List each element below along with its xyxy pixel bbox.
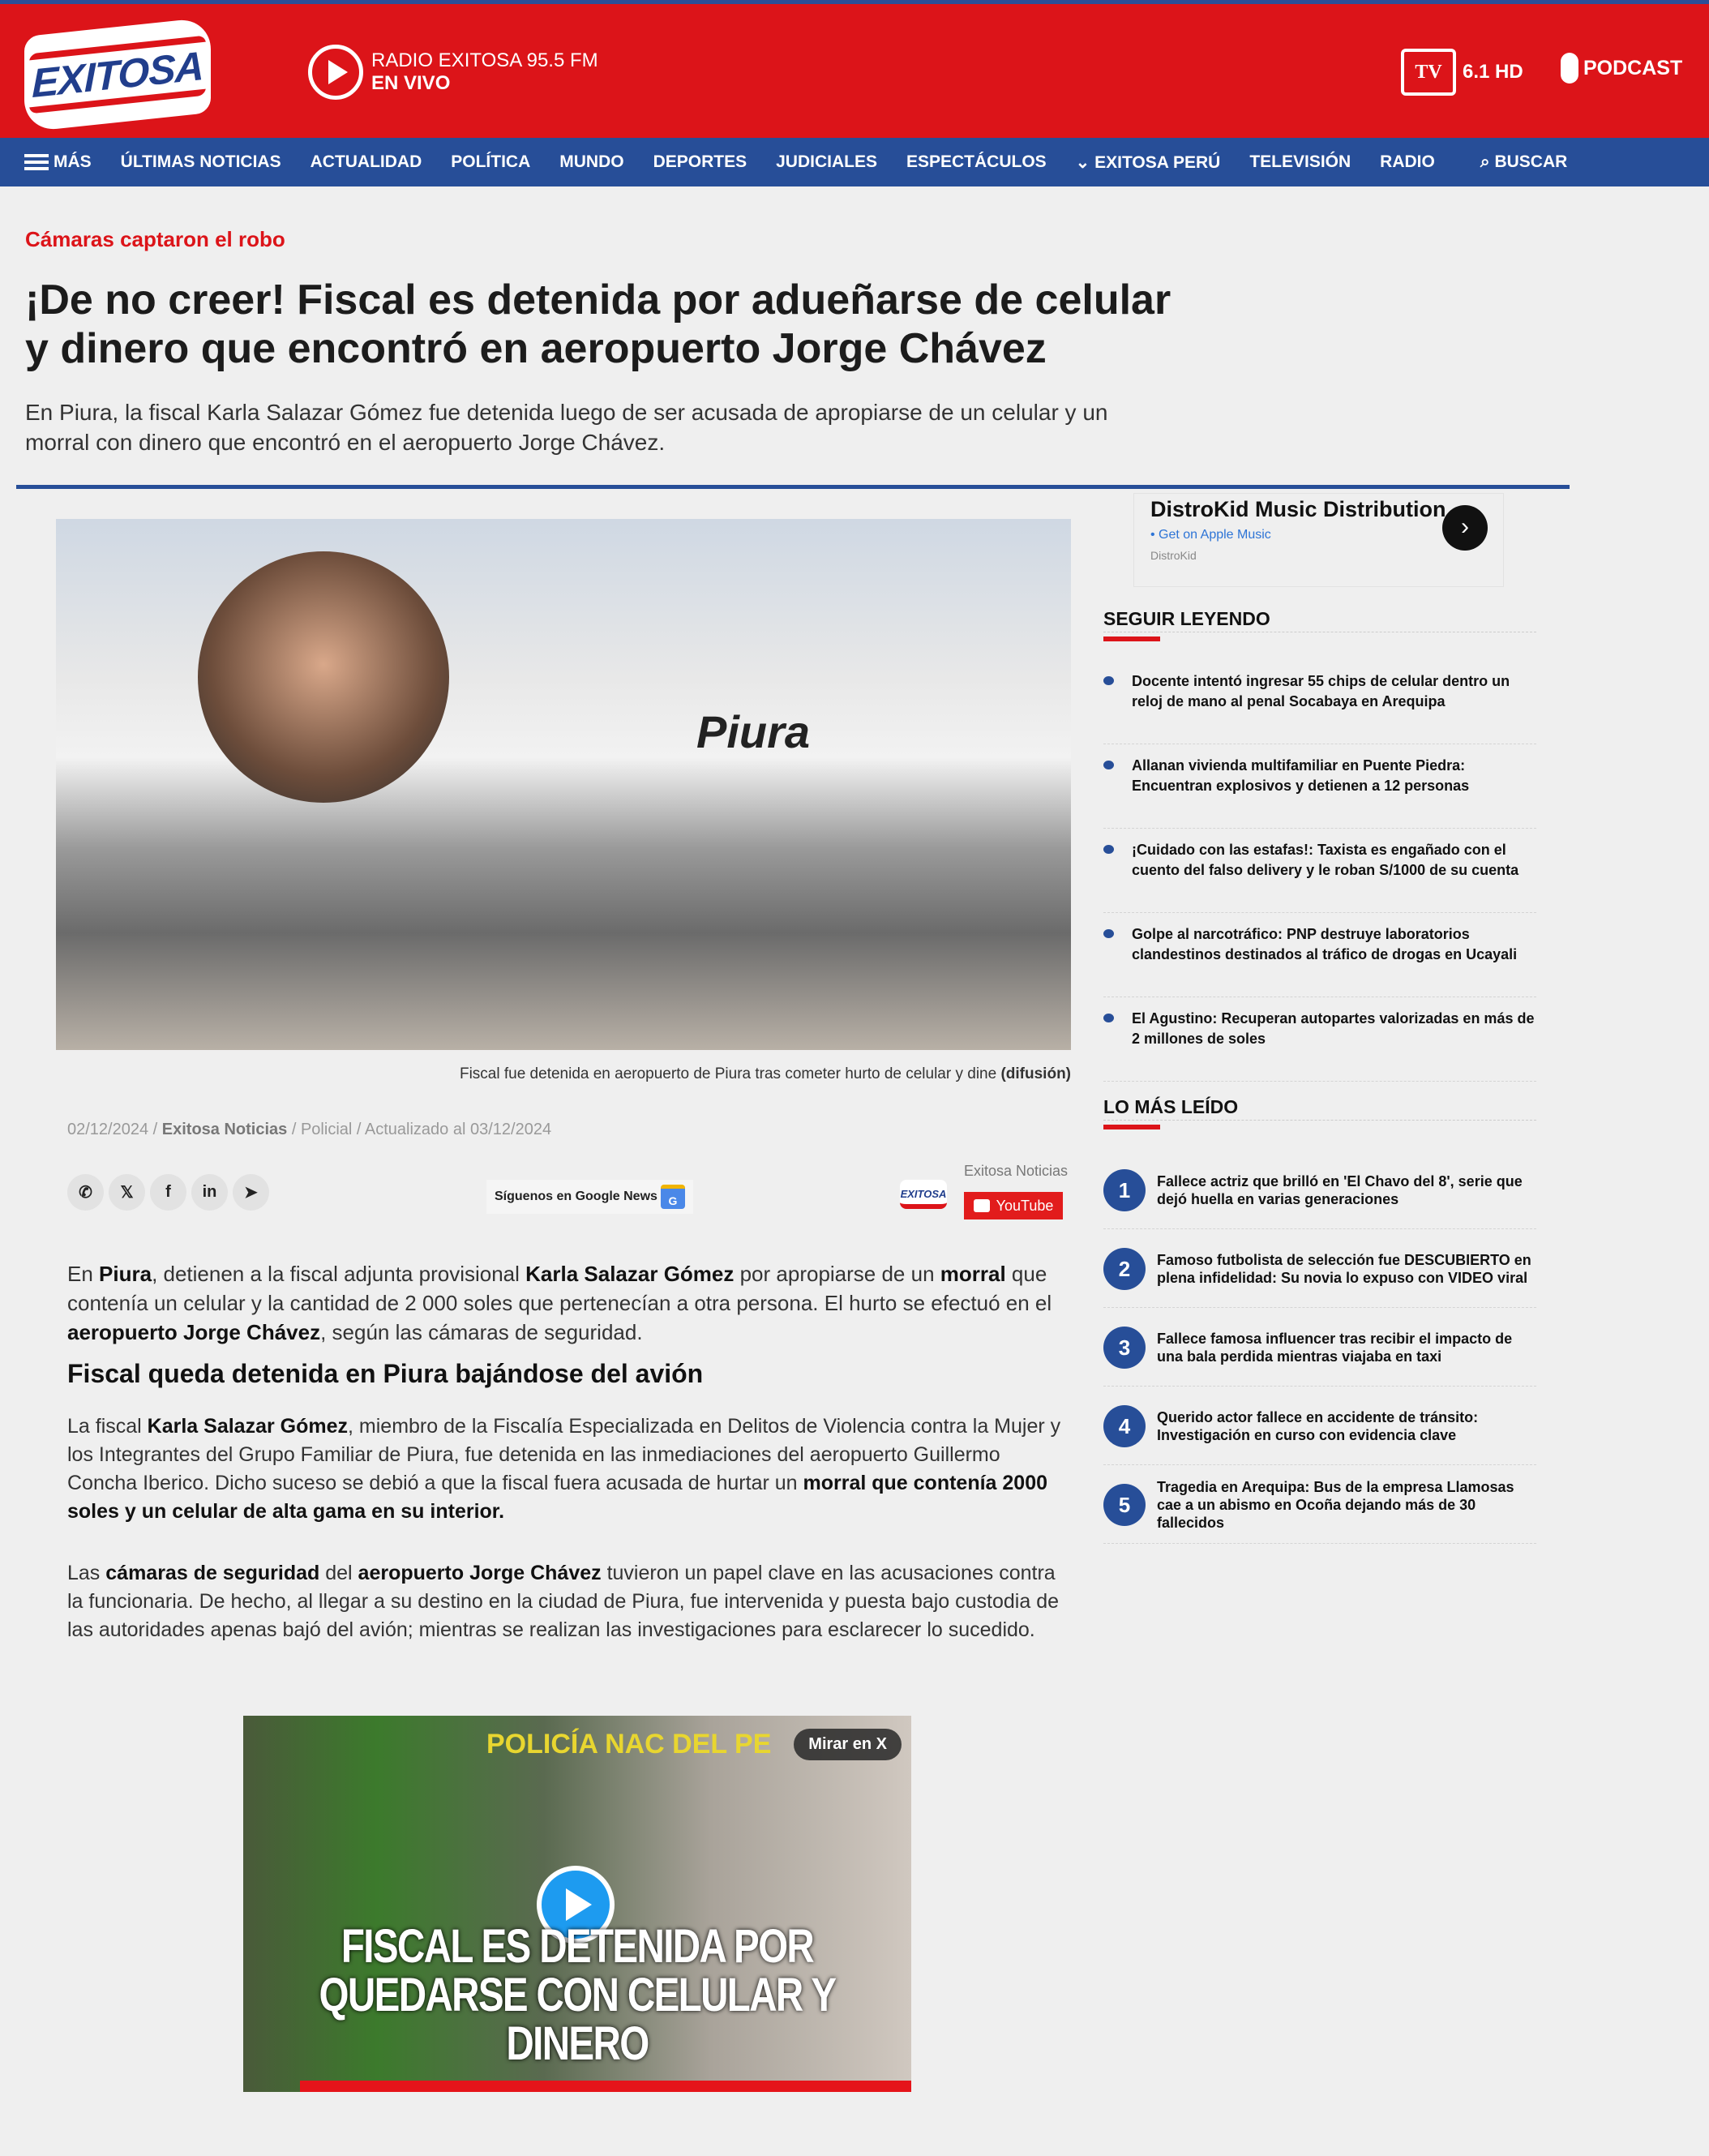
video-background-sign: POLICÍA NAC DEL PE xyxy=(486,1729,772,1760)
nav-more[interactable] xyxy=(24,152,92,172)
most-read-title: Querido actor fallece en accidente de tránsito: Investigación en curso con evidencia clave xyxy=(1157,1408,1479,1443)
x-icon[interactable]: 𝕏 xyxy=(109,1174,145,1211)
related-article-item[interactable] xyxy=(1103,744,1536,829)
related-article-title: Allanan vivienda multifamiliar en Puente Piedra: Encuentran explosivos y detienen a 12 personas xyxy=(1132,757,1470,794)
radio-live-label: EN VIVO xyxy=(371,72,451,94)
bullet-icon xyxy=(1103,676,1114,685)
tv-label: 6.1 HD xyxy=(1463,61,1523,83)
article-main-image xyxy=(56,519,1071,1050)
caption-text: Fiscal fue detenida en aeropuerto de Piura tras cometer hurto de celular y dine xyxy=(459,1065,997,1082)
logo-text: EXITOSA xyxy=(27,41,208,108)
text: , detienen a la fiscal adjunta provisional xyxy=(152,1262,526,1286)
most-read-item[interactable] xyxy=(1103,1151,1536,1229)
microphone-icon xyxy=(1561,53,1578,84)
video-title-line: QUEDARSE CON CELULAR Y DINERO xyxy=(319,1969,836,2070)
article-paragraph xyxy=(67,1412,1064,1526)
bullet-icon xyxy=(1103,845,1114,854)
related-article-title: El Agustino: Recuperan autopartes valorizadas en más de 2 millones de soles xyxy=(1132,1010,1535,1047)
text: La fiscal xyxy=(67,1415,148,1438)
bold-text: cámaras de seguridad xyxy=(105,1562,320,1584)
ad-brand: DistroKid xyxy=(1150,549,1197,562)
bold-text: aeropuerto Jorge Chávez xyxy=(358,1562,602,1584)
ad-subtitle: • Get on Apple Music xyxy=(1150,528,1271,542)
podcast-button[interactable] xyxy=(1561,53,1682,84)
facebook-icon[interactable]: f xyxy=(150,1174,186,1211)
article-subheading: Fiscal queda detenida en Piura bajándose del avión xyxy=(67,1359,704,1388)
search-icon: ⌕ xyxy=(1480,152,1495,171)
site-header xyxy=(0,4,1709,138)
article-paragraph xyxy=(67,1559,1064,1644)
text: que contenía un celular y la cantidad de 2 000 soles que pertenecían a otra persona. El hurto se efectuó en el xyxy=(67,1262,1052,1315)
nav-radio[interactable]: RADIO xyxy=(1380,152,1435,171)
seguir-leyendo-heading: SEGUIR LEYENDO xyxy=(1103,608,1536,632)
airport-sign: Piura xyxy=(696,706,811,757)
nav-espectaculos[interactable]: ESPECTÁCULOS xyxy=(906,152,1047,171)
handcuffs-inset-image xyxy=(198,551,449,803)
text: del xyxy=(319,1562,358,1584)
image-caption xyxy=(460,1065,1071,1083)
article-kicker: Cámaras captaron el robo xyxy=(25,227,285,251)
nav-deportes[interactable]: DEPORTES xyxy=(653,152,747,171)
chevron-right-icon[interactable]: › xyxy=(1442,505,1488,551)
bold-text: aeropuerto Jorge Chávez xyxy=(67,1320,321,1344)
rank-badge: 2 xyxy=(1103,1248,1146,1290)
article-paragraph xyxy=(67,1259,1064,1347)
section-divider xyxy=(16,485,1570,489)
video-title-overlay xyxy=(303,1922,851,2068)
text: Las xyxy=(67,1562,106,1584)
play-icon xyxy=(308,45,363,100)
video-title-line: FISCAL ES DETENIDA POR xyxy=(341,1920,814,1973)
rank-badge: 5 xyxy=(1103,1484,1146,1526)
text: tuvieron un papel clave en las acusaciones contra la funcionaria. De hecho, al llegar a su destino en la ciudad de Piura, fue intervenida y puesta bajo custodia de las autoridades apenas bajó del avión; mientras se realizan las investigaciones para esclarecer lo sucedido. xyxy=(67,1562,1060,1641)
rank-badge: 4 xyxy=(1103,1405,1146,1447)
google-news-label: Síguenos en Google News xyxy=(495,1189,657,1203)
video-progress-bar[interactable] xyxy=(300,2081,911,2092)
embedded-video[interactable] xyxy=(243,1716,911,2092)
author-link[interactable]: Exitosa Noticias xyxy=(161,1121,288,1138)
most-read-title: Fallece famosa influencer tras recibir el impacto de una bala perdida mientras viajaba en taxi xyxy=(1157,1330,1513,1365)
exitosa-small-logo: EXITOSA xyxy=(900,1180,947,1209)
heading-accent xyxy=(1103,637,1160,641)
sidebar-ad[interactable] xyxy=(1133,493,1504,587)
article-title: ¡De no creer! Fiscal es detenida por adueñarse de celular y dinero que encontró en aeropuerto Jorge Chávez xyxy=(25,276,1171,372)
most-read-item[interactable] xyxy=(1103,1466,1536,1544)
main-nav xyxy=(0,138,1709,186)
nav-label: EXITOSA PERÚ xyxy=(1094,152,1221,172)
most-read-title: Tragedia en Arequipa: Bus de la empresa Llamosas cae a un abismo en Ocoña dejando más de 30 fallecidos xyxy=(1157,1478,1514,1531)
most-read-item[interactable] xyxy=(1103,1230,1536,1308)
share-bar xyxy=(67,1174,269,1211)
section-link[interactable]: Policial xyxy=(300,1121,353,1138)
related-article-title: Docente intentó ingresar 55 chips de celular dentro un reloj de mano al penal Socabaya en Arequipa xyxy=(1132,673,1510,709)
bold-text: morral xyxy=(940,1262,1006,1286)
updated-date: Actualizado al 03/12/2024 xyxy=(364,1121,552,1138)
nav-politica[interactable]: POLÍTICA xyxy=(451,152,531,171)
radio-live-button[interactable] xyxy=(308,45,598,100)
whatsapp-icon[interactable]: ✆ xyxy=(67,1174,104,1211)
bullet-icon xyxy=(1103,761,1114,769)
article-meta: 02/12/2024 / Exitosa Noticias / Policial / Actualizado al 03/12/2024 xyxy=(67,1121,552,1138)
article-summary: En Piura, la fiscal Karla Salazar Gómez fue detenida luego de ser acusada de apropiarse de un celular y un morral con dinero que encontró en el aeropuerto Jorge Chávez. xyxy=(25,400,1108,455)
rank-badge: 3 xyxy=(1103,1327,1146,1369)
youtube-icon xyxy=(974,1199,990,1212)
google-news-follow-button[interactable] xyxy=(486,1180,693,1214)
bold-text: Piura xyxy=(99,1262,152,1286)
bullet-icon xyxy=(1103,1014,1114,1022)
nav-exitosa-peru[interactable] xyxy=(1076,152,1221,173)
caption-credit: (difusión) xyxy=(1000,1065,1071,1082)
heading-accent xyxy=(1103,1125,1160,1129)
most-read-item[interactable] xyxy=(1103,1309,1536,1387)
exitosa-logo[interactable] xyxy=(24,17,211,132)
text: , miembro de la Fiscalía Especializada en Delitos de Violencia contra la Mujer y los Integrantes del Grupo Familiar de Piura, fue detenida en las inmediaciones del aeropuerto Guillermo Concha Iberico. Dicho suceso se debió a que la fiscal fuera acusada de hurtar un xyxy=(67,1415,1061,1494)
nav-label: MÁS xyxy=(54,152,92,171)
podcast-label: PODCAST xyxy=(1583,56,1683,79)
text: En xyxy=(67,1262,100,1286)
linkedin-icon[interactable]: in xyxy=(191,1174,228,1211)
bullet-icon xyxy=(1103,929,1114,938)
tv-icon: TV xyxy=(1401,49,1456,96)
most-read-item[interactable] xyxy=(1103,1387,1536,1465)
related-article-item[interactable] xyxy=(1103,829,1536,913)
nav-search[interactable] xyxy=(1480,152,1567,172)
nav-actualidad[interactable]: ACTUALIDAD xyxy=(310,152,422,171)
related-article-item[interactable] xyxy=(1103,660,1536,744)
nav-ultimas-noticias[interactable]: ÚLTIMAS NOTICIAS xyxy=(120,152,281,171)
google-news-icon: G xyxy=(661,1185,685,1209)
bold-text: Karla Salazar Gómez xyxy=(147,1415,349,1438)
nav-television[interactable]: TELEVISIÓN xyxy=(1249,152,1351,171)
play-icon xyxy=(566,1888,592,1921)
nav-mundo[interactable]: MUNDO xyxy=(559,152,624,171)
related-article-title: Golpe al narcotráfico: PNP destruye laboratorios clandestinos destinados al tráfico de drogas en Ucayali xyxy=(1132,926,1518,962)
youtube-label: YouTube xyxy=(996,1197,1054,1214)
watch-on-x-button[interactable]: Mirar en X xyxy=(794,1729,902,1760)
text: , según las cámaras de seguridad. xyxy=(320,1320,643,1344)
bold-text: Karla Salazar Gómez xyxy=(525,1262,735,1286)
menu-icon xyxy=(24,154,49,170)
most-read-title: Famoso futbolista de selección fue DESCUBIERTO en plena infidelidad: Su novia lo expuso con VIDEO viral xyxy=(1157,1251,1531,1286)
bold-text: morral que contenía 2000 soles y un celular de alta gama en su interior. xyxy=(67,1472,1048,1523)
lo-mas-leido-heading: LO MÁS LEÍDO xyxy=(1103,1096,1536,1121)
publish-date: 02/12/2024 xyxy=(67,1121,149,1138)
text: por apropiarse de un xyxy=(734,1262,940,1286)
most-read-title: Fallece actriz que brilló en 'El Chavo del 8', serie que dejó huella en varias generaciones xyxy=(1157,1172,1523,1207)
youtube-subscribe-button[interactable] xyxy=(964,1192,1063,1219)
nav-judiciales[interactable]: JUDICIALES xyxy=(776,152,877,171)
related-article-item[interactable] xyxy=(1103,997,1536,1082)
youtube-channel-name: Exitosa Noticias xyxy=(964,1163,1069,1179)
chevron-down-icon: ⌄ xyxy=(1075,152,1095,172)
rank-badge: 1 xyxy=(1103,1169,1146,1211)
tv-button[interactable] xyxy=(1401,49,1523,96)
related-article-item[interactable] xyxy=(1103,913,1536,997)
radio-label: RADIO EXITOSA 95.5 FM xyxy=(371,49,598,71)
telegram-icon[interactable]: ➤ xyxy=(233,1174,269,1211)
nav-label: BUSCAR xyxy=(1494,152,1568,171)
ad-title: DistroKid Music Distribution xyxy=(1150,497,1446,521)
related-article-title: ¡Cuidado con las estafas!: Taxista es engañado con el cuento del falso delivery y le roban S/1000 de su cuenta xyxy=(1132,842,1519,878)
